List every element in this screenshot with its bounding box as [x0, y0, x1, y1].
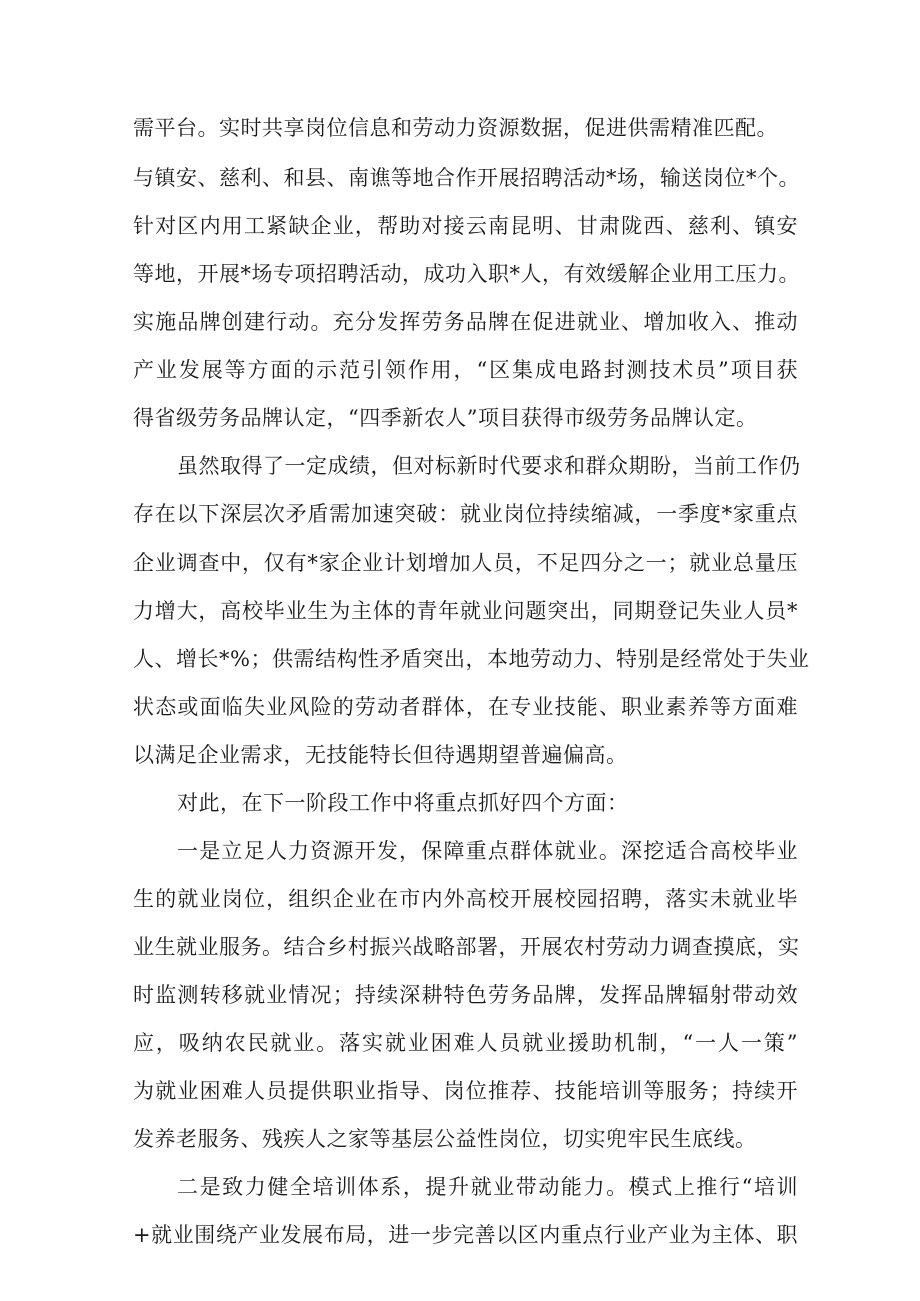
text-line: 业生就业服务。结合乡村振兴战略部署，开展农村劳动力调查摸底，实 — [133, 935, 800, 959]
text-line: +就业围绕产业发展布局，进一步完善以区内重点行业产业为主体、职 — [133, 1223, 798, 1247]
paragraph-first-line: 虽然取得了一定成绩，但对标新时代要求和群众期盼，当前工作仍 — [177, 454, 801, 478]
text-line: 等地，开展*场专项招聘活动，成功入职*人，有效缓解企业用工压力。 — [133, 262, 800, 286]
text-line: 应，吸纳农民就业。落实就业困难人员就业援助机制，“一人一策” — [133, 1031, 798, 1055]
text-line: 人、增长*%；供需结构性矛盾突出，本地劳动力、特别是经常处于失业 — [133, 647, 810, 671]
text-line: 产业发展等方面的示范引领作用，“区集成电路封测技术员”项目获 — [133, 358, 798, 382]
text-line: 存在以下深层次矛盾需加速突破：就业岗位持续缩减，一季度*家重点 — [133, 502, 798, 526]
paragraph-first-line: 对此，在下一阶段工作中将重点抓好四个方面： — [177, 791, 629, 815]
text-line: 与镇安、慈利、和县、南谯等地合作开展招聘活动*场，输送岗位*个。 — [133, 166, 800, 190]
paragraph-first-line: 二是致力健全培训体系，提升就业带动能力。模式上推行“培训 — [177, 1175, 798, 1199]
text-line: 以满足企业需求，无技能特长但待遇期望普遍偏高。 — [133, 743, 628, 767]
text-line: 针对区内用工紧缺企业，帮助对接云南昆明、甘肃陇西、慈利、镇安 — [133, 214, 798, 238]
text-line: 实施品牌创建行动。充分发挥劳务品牌在促进就业、增加收入、推动 — [133, 310, 798, 334]
text-line: 为就业困难人员提供职业指导、岗位推荐、技能培训等服务；持续开 — [133, 1079, 798, 1103]
text-line: 企业调查中，仅有*家企业计划增加人员，不足四分之一；就业总量压 — [133, 551, 798, 575]
text-line: 需平台。实时共享岗位信息和劳动力资源数据，促进供需精准匹配。 — [133, 116, 778, 140]
text-line: 得省级劳务品牌认定，“四季新农人”项目获得市级劳务品牌认定。 — [133, 406, 758, 430]
text-line: 生的就业岗位，组织企业在市内外高校开展校园招聘，落实未就业毕 — [133, 887, 798, 911]
text-line: 发养老服务、残疾人之家等基层公益性岗位，切实兜牢民生底线。 — [133, 1127, 757, 1151]
paragraph-first-line: 一是立足人力资源开发，保障重点群体就业。深挖适合高校毕业 — [177, 839, 798, 863]
text-line: 时监测转移就业情况；持续深耕特色劳务品牌，发挥品牌辐射带动效 — [133, 983, 798, 1007]
text-line: 状态或面临失业风险的劳动者群体，在专业技能、职业素养等方面难 — [133, 695, 798, 719]
text-line: 力增大，高校毕业生为主体的青年就业问题突出，同期登记失业人员* — [133, 599, 798, 623]
